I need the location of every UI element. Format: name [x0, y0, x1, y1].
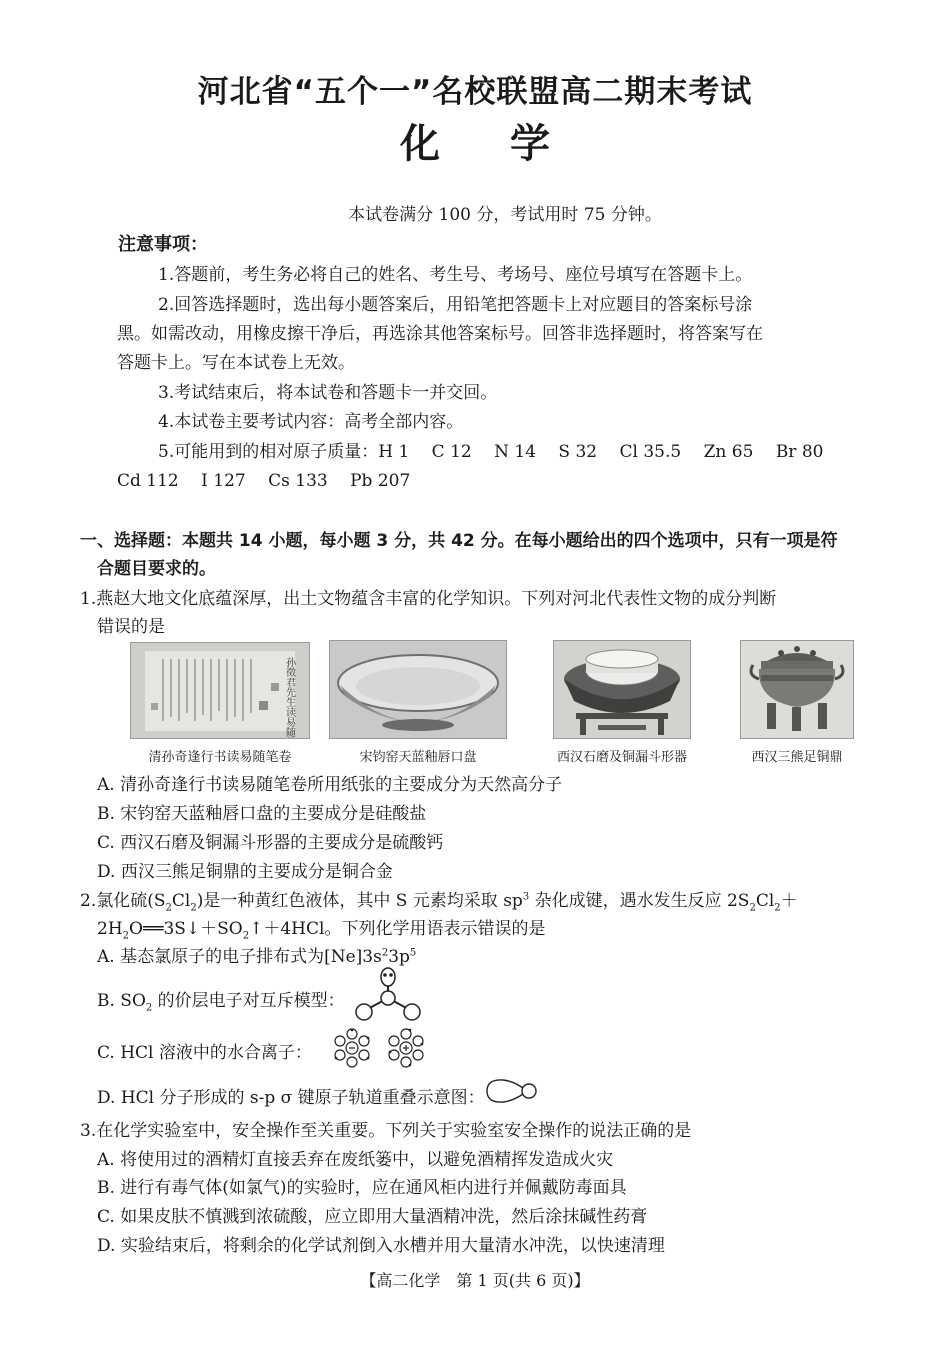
caption-ding: 西汉三熊足铜鼎: [751, 750, 843, 765]
notice-line: 4.本试卷主要考试内容：高考全部内容。: [158, 412, 464, 432]
notice-line: 黑。如需改动，用橡皮擦干净后，再选涂其他答案标号。回答非选择题时，将答案写在: [117, 324, 763, 344]
q2-sub: 2: [242, 930, 250, 942]
notice-line: 2.回答选择题时，选出每小题答案后，用铅笔把答题卡上对应题目的答案标号涂: [158, 295, 753, 315]
notice-line: 1.答题前，考生务必将自己的姓名、考生号、考场号、座位号填写在答题卡上。: [158, 265, 753, 285]
ding-image: [741, 641, 853, 738]
q2-text: ↑＋4HCl。下列化学用语表示错误的是: [249, 919, 546, 939]
dish-image: [330, 641, 506, 738]
q2-option-c: C. HCl 溶液中的水合离子：: [97, 1043, 312, 1063]
notice-line: 3.考试结束后，将本试卷和答题卡一并交回。: [158, 383, 498, 403]
q1-option-d: D. 西汉三熊足铜鼎的主要成分是铜合金: [97, 862, 393, 882]
ding-photo: [740, 640, 854, 739]
notice-heading: 注意事项：: [118, 234, 208, 255]
exam-info: 本试卷满分 100 分，考试用时 75 分钟。: [348, 205, 662, 225]
q3-option-d: D. 实验结束后，将剩余的化学试剂倒入水槽并用大量清水冲洗，以快速清理: [97, 1236, 665, 1256]
q2-option-a: [97, 942, 416, 967]
scroll-image: [131, 643, 309, 738]
notice-line: 答题卡上。写在本试卷上无效。: [117, 353, 355, 373]
q2-sub: 2: [122, 930, 130, 942]
section-heading-cont: 合题目要求的。: [97, 559, 216, 579]
q1-option-b: B. 宋钧窑天蓝釉唇口盘的主要成分是硅酸盐: [97, 804, 427, 824]
q2-option-b: [97, 986, 345, 1013]
q2-text: 2H: [97, 919, 123, 939]
exam-title: 河北省“五个一”名校联盟高二期末考试: [197, 74, 753, 110]
q2-opt-text: B. SO: [97, 991, 146, 1011]
vsepr-model-icon: [352, 966, 424, 1022]
q1-option-c: C. 西汉石磨及铜漏斗形器的主要成分是硫酸钙: [97, 833, 444, 853]
caption-scroll: 清孙奇逢行书读易随笔卷: [148, 750, 292, 765]
mill-photo: [553, 640, 691, 739]
mill-image: [554, 641, 690, 738]
scroll-inscription: 孙徵君先生读易随笔: [283, 657, 295, 738]
hydrated-ions-icon: [328, 1024, 432, 1072]
q2-text: )是一种黄红色液体，其中 S 元素均采取 sp: [196, 891, 523, 911]
q2-opt-text: A. 基态氯原子的电子排布式为[Ne]3s: [97, 947, 382, 967]
page-footer: 【高二化学 第 1 页(共 6 页)】: [360, 1271, 590, 1290]
q2-sub: 2: [774, 902, 781, 914]
question-3-stem: 3.在化学实验室中，安全操作至关重要。下列关于实验室安全操作的说法正确的是: [80, 1121, 692, 1141]
q2-opt-text: 3p: [388, 947, 410, 967]
question-2-stem-cont: [97, 914, 545, 941]
question-1-stem: 1.燕赵大地文化底蕴深厚，出土文物蕴含丰富的化学知识。下列对河北代表性文物的成分判断: [80, 589, 777, 609]
question-1-stem-cont: 错误的是: [97, 617, 165, 637]
q2-sup: 5: [409, 947, 417, 959]
notice-line: Cd 112 I 127 Cs 133 Pb 207: [117, 471, 411, 491]
q3-option-b: B. 进行有毒气体(如氯气)的实验时，应在通风柜内进行并佩戴防毒面具: [97, 1178, 627, 1198]
q3-option-a: A. 将使用过的酒精灯直接丢弃在废纸篓中，以避免酒精挥发造成火灾: [97, 1150, 614, 1170]
scroll-photo: [130, 642, 310, 739]
question-2-stem: [80, 886, 798, 913]
q2-text: ＋: [780, 891, 798, 911]
q2-option-d: D. HCl 分子形成的 s-p σ 键原子轨道重叠示意图：: [97, 1088, 485, 1108]
dish-photo: [329, 640, 507, 739]
q2-text: O══3S↓＋SO: [129, 919, 243, 939]
section-heading: 一、选择题：本题共 14 小题，每小题 3 分，共 42 分。在每小题给出的四个选项中，只有一项是符: [80, 531, 838, 551]
q1-option-a: A. 清孙奇逢行书读易随笔卷所用纸张的主要成分为天然高分子: [97, 775, 563, 795]
q3-option-c: C. 如果皮肤不慎溅到浓硫酸，应立即用大量酒精冲洗，然后涂抹碱性药膏: [97, 1207, 648, 1227]
caption-mill: 西汉石磨及铜漏斗形器: [556, 750, 687, 765]
q2-text: 2.氯化硫(S: [80, 891, 166, 911]
q2-sub: 2: [145, 1002, 153, 1014]
q2-opt-text: 的价层电子对互斥模型：: [152, 991, 345, 1011]
exam-subject: 化学: [400, 121, 620, 167]
notice-line: 5.可能用到的相对原子质量：H 1 C 12 N 14 S 32 Cl 35.5 Zn 65 Br 80: [158, 442, 824, 462]
q2-sub: 2: [190, 902, 197, 914]
q2-sub: 2: [165, 902, 172, 914]
q2-sup: 2: [381, 947, 389, 959]
q2-sub: 2: [749, 902, 756, 914]
q2-sup: 3: [522, 891, 530, 903]
q2-text: 杂化成键，遇水发生反应 2S: [529, 891, 750, 911]
q2-text: Cl: [755, 891, 775, 911]
orbital-overlap-icon: [483, 1076, 541, 1106]
q2-text: Cl: [171, 891, 191, 911]
caption-dish: 宋钧窑天蓝釉唇口盘: [359, 750, 477, 765]
